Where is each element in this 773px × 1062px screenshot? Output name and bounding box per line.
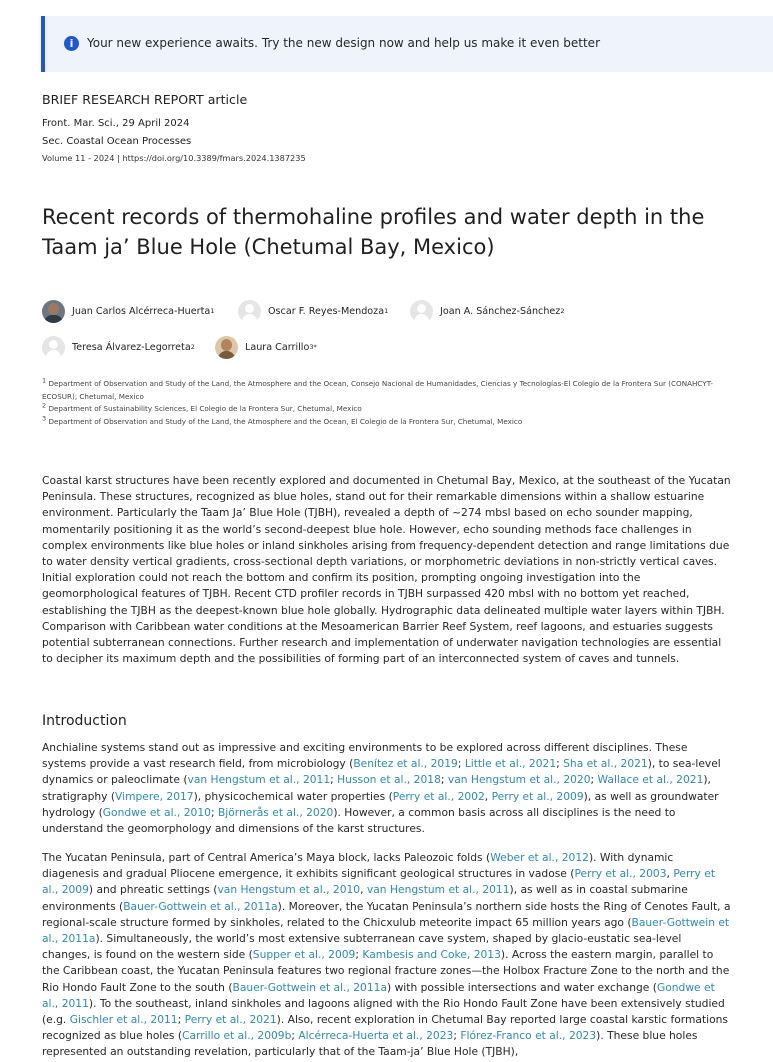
paragraph-text: ), as well as groundwater hydrology ( <box>42 789 719 819</box>
banner-message: Your new experience awaits. Try the new design now and help us make it even better <box>87 36 600 50</box>
citation-link[interactable]: Perry et al., 2021 <box>184 1013 277 1027</box>
citation-link[interactable]: Bauer-Gottwein et al., 2011a <box>232 980 387 994</box>
affiliation-text: Department of Observation and Study of the Land, the Atmosphere and the Ocean, El Colegio de la Frontera Sur, Chetumal, Mexico <box>48 416 523 426</box>
paragraph-text: The Yucatan Peninsula, part of Central America’s Maya block, lacks Paleozoic folds ( <box>42 851 491 864</box>
affiliation-text: Department of Sustainability Sciences, El Colegio de la Frontera Sur, Chetumal, Mexico <box>48 404 362 413</box>
citation-link[interactable]: Carrillo et al., 2009b <box>182 1029 292 1043</box>
info-icon: i <box>64 36 79 51</box>
affiliation-number: 2 <box>42 401 47 410</box>
author-avatar <box>42 300 65 323</box>
paragraph-text: ) and phreatic settings ( <box>88 883 218 897</box>
author-item[interactable]: Joan A. Sánchez-Sánchez 2 <box>410 299 565 323</box>
citation-link[interactable]: Perry et al., 2009 <box>491 789 584 803</box>
citation-link[interactable]: van Hengstum et al., 2010 <box>217 883 361 897</box>
author-name: Teresa Álvarez-Legorreta <box>72 341 191 353</box>
abstract: Coastal karst structures have been recently explored and documented in Chetumal Bay, Mexico, at the southeast of the Yucatan Peninsula. These structures, recognized as blue holes, stand out for their remarkable dimensions within a shallow estuarine environment. Particularly the Taam Ja’ Blue Hole (TJBH), revealed a depth of ~274 mbsl based on echo sounder mapping, momentarily positioning it as the world’s second-deepest blue hole. However, echo sounding methods face challenges in complex environments like blue holes or inland sinkholes arising from frequency-dependent detection and range limitations due to water density vertical gradients, cross-sectional depth variations, or morphometric deviations in non-strictly vertical caves. Initial exploration could not reach the bottom and confirm its position, prompting ongoing investigation into the geomorphological features of TJBH. Recent CTD profiler records in TJBH surpassed 420 mbsl with no bottom yet reached, establishing the TJBH as the deepest-known blue hole globally. Hydrographic data delineated multiple water layers within TJBH. Comparison with Caribbean water conditions at the Mesoamerican Barrier Reef System, reef lagoons, and estuaries suggests potential subterranean connections. Further research and implementation of underwater navigation technologies are essential to decipher its maximum depth and the possibilities of forming part of an interconnected system of caves and tunnels. <box>42 474 731 666</box>
paragraph-text: ), as well as in coastal submarine environments ( <box>42 883 688 913</box>
paragraph-text: ; <box>210 805 218 819</box>
paragraph-text: ; <box>330 773 338 787</box>
paragraph-text: ), to sea-level dynamics or paleoclimate ( <box>42 757 721 787</box>
author-avatar <box>42 336 65 359</box>
citation-link[interactable]: Alcérreca-Huerta et al., 2023 <box>298 1029 454 1043</box>
author-name: Oscar F. Reyes-Mendoza <box>268 305 385 317</box>
paragraph-text: ), stratigraphy ( <box>42 773 711 803</box>
paragraph-text: ; <box>440 773 448 787</box>
introduction-heading: Introduction <box>42 713 127 729</box>
citation-link[interactable]: Flórez-Franco et al., 2023 <box>460 1029 597 1043</box>
paragraph-text: ), physicochemical water properties ( <box>193 789 393 803</box>
citation-link[interactable]: Perry et al., 2002 <box>392 789 485 803</box>
article-title: Recent records of thermohaline profiles and water depth in the Taam ja’ Blue Hole (Chetumal Bay, Mexico) <box>42 205 705 259</box>
author-item[interactable]: Oscar F. Reyes-Mendoza 1 <box>238 299 388 323</box>
author-item[interactable]: Juan Carlos Alcérreca-Huerta 1 <box>42 299 214 323</box>
introduction-paragraph <box>42 850 732 1061</box>
citation-link[interactable]: Perry et al., 2003 <box>574 867 667 881</box>
author-avatar <box>238 300 261 323</box>
citation-link[interactable]: Benítez et al., 2019 <box>353 757 458 771</box>
paragraph-text: Anchialine systems stand out as impressive and exciting environments to be explored across different disciplines. These systems provide a vast research field, from microbiology ( <box>42 741 688 771</box>
journal-section: Sec. Coastal Ocean Processes <box>42 136 192 147</box>
paragraph-text: ; <box>590 773 598 787</box>
affiliation-item <box>42 403 742 416</box>
paragraph-text: ). Also, recent exploration in Chetumal Bay reported large coastal karstic formations recognized as blue holes ( <box>42 1013 728 1043</box>
affiliation-number: 1 <box>42 376 47 385</box>
new-experience-banner[interactable] <box>41 16 773 72</box>
citation-link[interactable]: Weber et al., 2012 <box>490 851 589 864</box>
affiliation-item <box>42 378 742 403</box>
paragraph-text: ; <box>355 948 363 962</box>
author-item[interactable]: Laura Carrillo 3* <box>215 335 317 359</box>
affiliation-text: Department of Observation and Study of the Land, the Atmosphere and the Ocean, Consejo Nacional de Humanidades, Ciencias y Tecnologías-El Colegio de la Frontera Sur (CONAHCYT-ECOSUR), Chetumal, Mexico <box>42 379 714 401</box>
affiliation-number: 3 <box>42 414 47 423</box>
article-type: BRIEF RESEARCH REPORT article <box>42 92 248 107</box>
paragraph-text: , <box>360 883 367 897</box>
citation-link[interactable]: Gondwe et al., 2010 <box>102 805 211 819</box>
citation-link[interactable]: Husson et al., 2018 <box>337 773 441 787</box>
affiliation-item <box>42 416 742 429</box>
paragraph-text: ). Moreover, the Yucatan Peninsula’s northern side hosts the Ring of Cenotes Fault, a regional-scale structure formed by sinkholes, related to the Chicxulub meteorite impact 65 million years ago ( <box>42 899 731 929</box>
citation-link[interactable]: van Hengstum et al., 2020 <box>447 773 591 787</box>
citation-link[interactable]: Gischler et al., 2011 <box>69 1013 178 1027</box>
citation-link[interactable]: Vimpere, 2017 <box>115 789 194 803</box>
author-name: Joan A. Sánchez-Sánchez <box>440 305 561 317</box>
citation-link[interactable]: Little et al., 2021 <box>464 757 557 771</box>
citation-link[interactable]: Bauer-Gottwein et al., 2011a <box>42 915 730 946</box>
paragraph-text: ; <box>457 757 465 771</box>
paragraph-text: ). To the southeast, inland sinkholes and lagoons aligned with the Rio Hondo Fault Zone have been extensively studied (e.g. <box>42 996 725 1027</box>
author-name: Laura Carrillo <box>245 341 310 353</box>
introduction-paragraph <box>42 740 732 837</box>
citation-link[interactable]: Perry et al., 2009 <box>42 867 716 897</box>
paragraph-text: ) with possible intersections and water exchange ( <box>387 980 657 994</box>
author-avatar <box>215 336 238 359</box>
paragraph-text: ). Across the eastern margin, parallel to the Caribbean coast, the Yucatan Peninsula features two regional fracture zones—the Holbox Fracture Zone to the north and the Rio Hondo Fault Zone to the south ( <box>42 948 730 994</box>
author-avatar <box>410 300 433 323</box>
journal-date: Front. Mar. Sci., 29 April 2024 <box>42 118 190 129</box>
citation-link[interactable]: Björnerås et al., 2020 <box>217 805 334 819</box>
paragraph-text: ; <box>556 757 564 771</box>
affiliations <box>42 378 742 428</box>
author-item[interactable]: Teresa Álvarez-Legorreta 2 <box>42 335 195 359</box>
citation-link[interactable]: van Hengstum et al., 2011 <box>366 883 510 897</box>
citation-link[interactable]: Kambesis and Coke, 2013 <box>362 948 501 962</box>
paragraph-text: ). However, a common basis across all disciplines is the need to understand the geomorphology and dimensions of the karst structures. <box>42 805 676 836</box>
citation-link[interactable]: Bauer-Gottwein et al., 2011a <box>123 899 278 913</box>
paragraph-text: ; <box>177 1013 185 1027</box>
paragraph-text: , <box>666 867 674 881</box>
volume-doi[interactable]: Volume 11 - 2024 | https://doi.org/10.3389/fmars.2024.1387235 <box>42 153 306 163</box>
paragraph-text: ; <box>453 1029 461 1043</box>
citation-link[interactable]: Supper et al., 2009 <box>252 948 356 962</box>
citation-link[interactable]: Sha et al., 2021 <box>563 757 648 771</box>
paragraph-text: ). These blue holes represented an outstanding revelation, particularly that of the Taam-ja’ Blue Hole (TJBH), <box>42 1029 698 1059</box>
paragraph-text: ). With dynamic diagenesis and gradual Pliocene emergence, it exhibits significant geological structures in vadose ( <box>42 851 674 881</box>
citation-link[interactable]: Wallace et al., 2021 <box>597 773 704 787</box>
citation-link[interactable]: Gondwe et al., 2011 <box>42 980 715 1010</box>
paragraph-text: , <box>484 789 492 803</box>
paragraph-text: ). Simultaneously, the world’s most extensive subterranean cave system, shaped by glacio-eustatic sea-level changes, is found on the western side ( <box>42 932 682 962</box>
citation-link[interactable]: van Hengstum et al., 2011 <box>187 773 331 787</box>
author-name: Juan Carlos Alcérreca-Huerta <box>72 305 211 317</box>
paragraph-text: ; <box>291 1029 299 1043</box>
